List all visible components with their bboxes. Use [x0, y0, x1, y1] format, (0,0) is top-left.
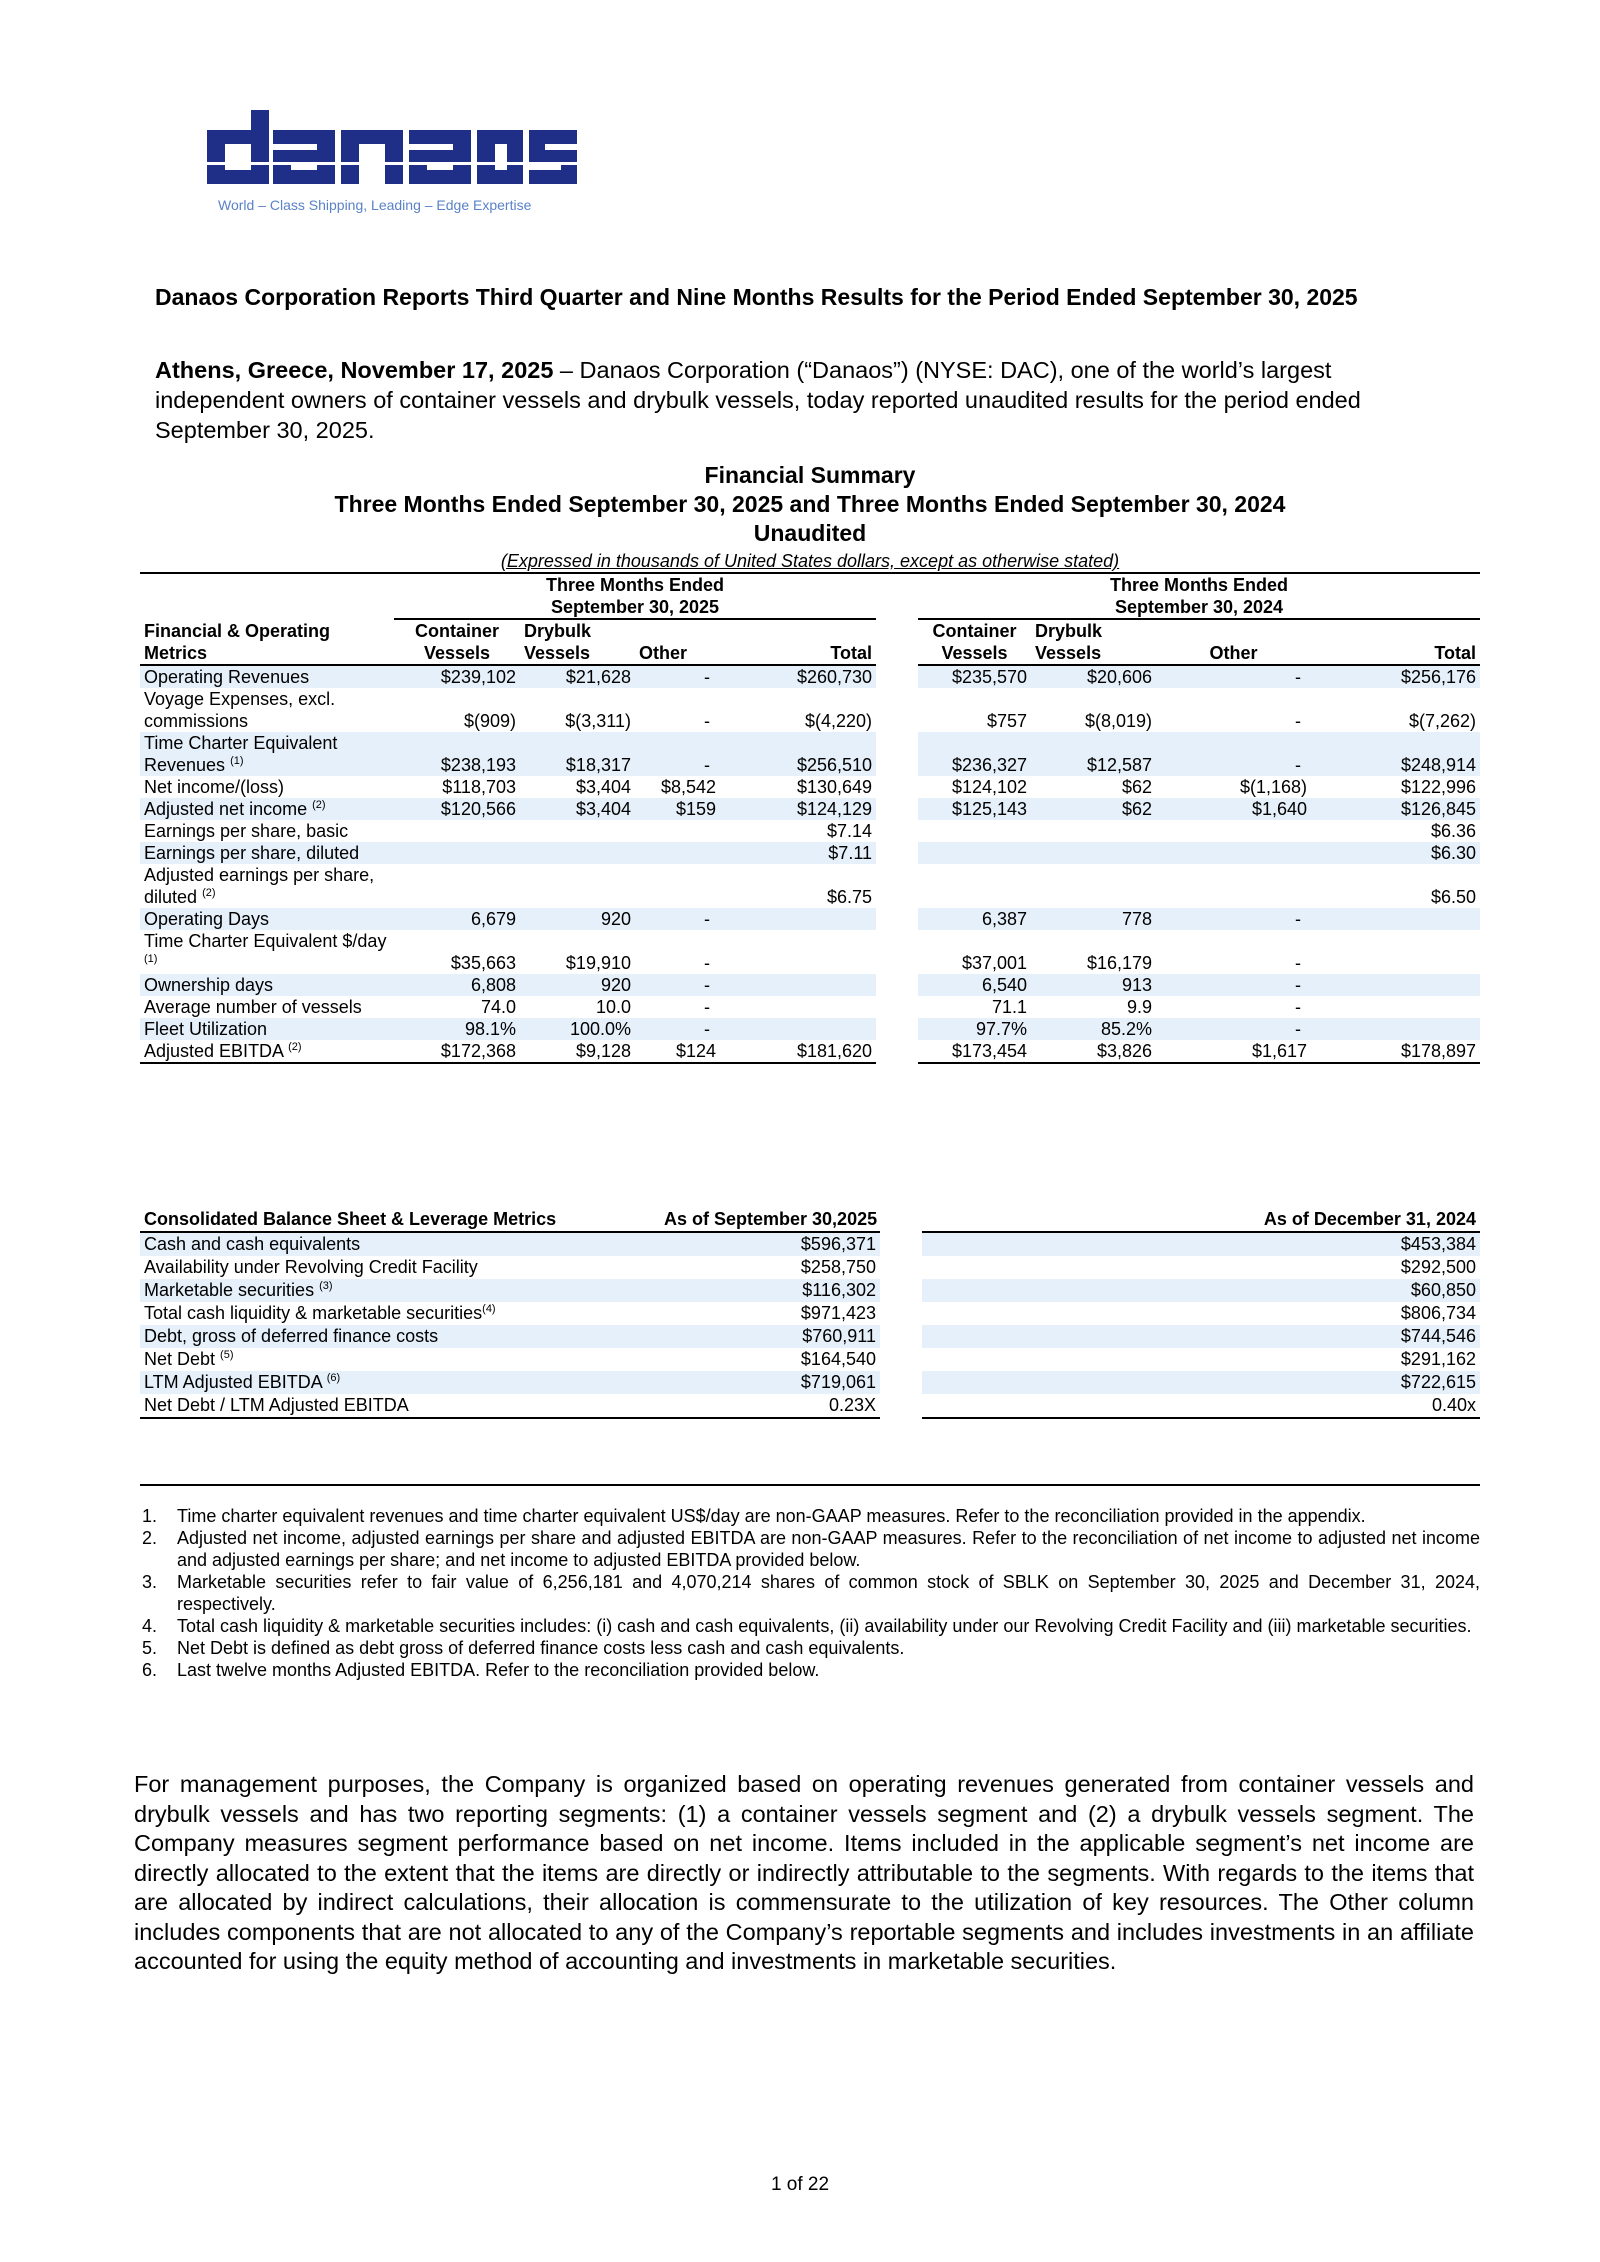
cell-other-2024: [1156, 864, 1311, 908]
row-label: [140, 974, 394, 996]
table-row: [140, 1371, 1480, 1394]
cell-drybulk-2024: 9.9: [1126, 997, 1153, 1017]
cell-drybulk-2025: $3,404: [575, 777, 631, 797]
header-metric: Financial & Operating Metrics: [140, 619, 394, 665]
cell-other-2025: -: [704, 711, 710, 731]
column-gap: [876, 820, 918, 842]
row-label-text: Average number of vessels: [144, 997, 362, 1017]
cell-drybulk-2025: [520, 842, 635, 864]
row-label-text: Adjusted EBITDA: [144, 1041, 284, 1061]
footnote-ref: (3): [319, 1280, 333, 1292]
period-header-row-1: [140, 573, 1480, 596]
column-gap: [876, 1040, 918, 1063]
cell-container-2024: 6,540: [918, 974, 1031, 996]
table-row: [140, 1279, 1480, 1302]
footnote-ref: (2): [312, 799, 326, 811]
page-number: 1 of 22: [770, 2174, 830, 2195]
value-2025: $719,061: [660, 1371, 880, 1394]
danaos-logo: [207, 110, 577, 190]
footnote-ref: (1): [230, 755, 244, 767]
cell-total-2025: $130,649: [796, 777, 873, 797]
table-row: [140, 842, 1480, 864]
table-row: [140, 1018, 1480, 1040]
row-label: [140, 864, 394, 908]
footnote-number: 4.: [142, 1616, 158, 1636]
value-2024: 0.40x: [922, 1394, 1480, 1418]
cell-container-2024: [918, 842, 1031, 864]
cell-container-2025: 6,679: [394, 908, 520, 930]
period-2025-line1: Three Months Ended: [394, 573, 876, 596]
cell-drybulk-2024: $(8,019): [1084, 711, 1153, 731]
table-row: [140, 1232, 1480, 1256]
row-label-text: Debt, gross of deferred finance costs: [144, 1326, 439, 1346]
cell-drybulk-2025: $9,128: [520, 1040, 635, 1063]
cell-container-2025: $172,368: [394, 1040, 520, 1063]
row-label-text: Net income/(loss): [144, 777, 285, 797]
column-gap: [880, 1371, 922, 1394]
footnote-number: 5.: [142, 1638, 158, 1658]
period-2025-line2: September 30, 2025: [394, 596, 876, 619]
footnote-text: Last twelve months Adjusted EBITDA. Refer to the reconciliation provided below.: [177, 1660, 820, 1680]
period-2024-line1: Three Months Ended: [918, 573, 1480, 596]
row-label: [140, 665, 394, 688]
management-paragraph: For management purposes, the Company is organized based on operating revenues generated from container vessels and drybulk vessels and has two reporting segments: (1) a container vessels segment and (2) a drybulk vessels segment. The Company measures segment performance based on net income. Items included in the applicable segment’s net income are directly allocated to the extent that the items are directly or indirectly attributable to the segments. With regards to the items that are allocated by indirect calculations, their allocation is commensurate to the utilization of key resources. The Other column includes components that are not allocated to any of the Company’s reportable segments and includes investments in an affiliate accounted for using the equity method of accounting and investments in marketable securities.: [134, 1771, 1474, 1974]
table-row: [140, 864, 1480, 908]
table-row: [140, 732, 1480, 776]
cell-drybulk-2025: 920: [520, 974, 635, 996]
footnote-item: [140, 1659, 1480, 1681]
cell-total-2024: [1311, 974, 1480, 996]
column-gap: [876, 930, 918, 974]
cell-other-2024: -: [1295, 711, 1302, 731]
table-row: [140, 908, 1480, 930]
table-row: [140, 930, 1480, 974]
cell-other-2024: $1,640: [1156, 798, 1311, 820]
column-gap: [880, 1232, 922, 1256]
summary-subtitle: Three Months Ended September 30, 2025 and Three Months Ended September 30, 2024: [334, 491, 1286, 517]
cell-total-2024: $6.30: [1311, 842, 1480, 864]
cell-total-2025: [720, 930, 876, 974]
column-gap: [876, 1018, 918, 1040]
summary-units-note: (Expressed in thousands of United States dollars, except as otherwise stated): [500, 551, 1120, 571]
table-row: [140, 1040, 1480, 1063]
balance-header-2025: As of September 30,2025: [660, 1208, 880, 1232]
column-gap: [876, 688, 918, 732]
cell-total-2024: $248,914: [1311, 732, 1480, 776]
row-label: [140, 1348, 660, 1371]
cell-other-2024: $1,617: [1156, 1040, 1311, 1063]
column-gap: [880, 1394, 922, 1418]
cell-total-2024: [1311, 1018, 1480, 1040]
cell-total-2024: [1311, 908, 1480, 930]
cell-drybulk-2024: $12,587: [1031, 732, 1156, 776]
logo-tagline: World – Class Shipping, Leading – Edge Expertise: [218, 197, 532, 213]
cell-container-2024: [918, 820, 1031, 842]
cell-drybulk-2024: $3,826: [1031, 1040, 1156, 1063]
cell-other-2024: [1156, 820, 1311, 842]
row-label: [140, 798, 394, 820]
header-total-2025: Total: [720, 619, 876, 665]
cell-drybulk-2024: $16,179: [1086, 953, 1153, 973]
value-2025: $116,302: [660, 1279, 880, 1302]
cell-drybulk-2025: $21,628: [520, 665, 635, 688]
period-2024-line2: September 30, 2024: [918, 596, 1480, 619]
row-label: [140, 1302, 660, 1325]
cell-other-2025: [635, 864, 720, 908]
footnote-item: [140, 1615, 1480, 1637]
column-gap: [880, 1325, 922, 1348]
header-total-2024: Total: [1311, 619, 1480, 665]
cell-total-2024: $6.36: [1430, 821, 1477, 841]
column-gap: [876, 732, 918, 776]
column-header-row: [140, 619, 1480, 665]
column-gap: [876, 665, 918, 688]
cell-total-2024: $178,897: [1311, 1040, 1480, 1063]
cell-other-2025: -: [635, 732, 720, 776]
cell-container-2025: 6,808: [394, 974, 520, 996]
section-divider: [140, 1484, 1480, 1486]
cell-drybulk-2024: 85.2%: [1031, 1018, 1156, 1040]
cell-total-2025: $181,620: [720, 1040, 876, 1063]
cell-total-2024: [1311, 996, 1480, 1018]
cell-other-2024: $(1,168): [1239, 777, 1308, 797]
row-label-text: Net Debt: [144, 1349, 221, 1369]
cell-other-2025: $8,542: [660, 777, 716, 797]
footnote-text: Net Debt is defined as debt gross of deferred finance costs less cash and cash equivalents.: [177, 1638, 905, 1658]
cell-other-2025: $159: [635, 798, 720, 820]
row-label: [140, 908, 394, 930]
cell-total-2025: $7.14: [826, 821, 873, 841]
cell-drybulk-2025: 920: [520, 908, 635, 930]
period-header-row-2: [140, 596, 1480, 619]
cell-drybulk-2024: [1031, 864, 1156, 908]
footnote-ref: (5): [220, 1349, 234, 1361]
row-label-text: Fleet Utilization: [144, 1019, 268, 1039]
column-gap: [880, 1302, 922, 1325]
cell-total-2025: $7.11: [720, 842, 876, 864]
row-label-text: Time Charter Equivalent $/day: [144, 931, 387, 951]
column-gap: [876, 798, 918, 820]
row-label: [140, 1040, 394, 1063]
value-2025: $164,540: [800, 1349, 876, 1369]
row-label: [140, 820, 394, 842]
cell-container-2025: 74.0: [480, 997, 516, 1017]
row-label-text: Ownership days: [144, 975, 274, 995]
footnote-item: [140, 1637, 1480, 1659]
cell-other-2024: -: [1156, 974, 1311, 996]
cell-other-2025: -: [704, 953, 710, 973]
footnote-ref: (2): [288, 1041, 302, 1053]
cell-container-2025: [394, 842, 520, 864]
row-label-text: Total cash liquidity & marketable securities: [144, 1303, 483, 1323]
row-label-text: Earnings per share, diluted: [144, 843, 360, 863]
cell-container-2025: 98.1%: [394, 1018, 520, 1040]
footnote-item: [140, 1571, 1480, 1615]
footnote-item: [140, 1505, 1480, 1527]
table-row: [140, 688, 1480, 732]
cell-other-2024: -: [1156, 1018, 1311, 1040]
row-label: [140, 1256, 660, 1279]
footnotes-list: [140, 1505, 1480, 1681]
row-label-text: Cash and cash equivalents: [144, 1234, 361, 1254]
value-2024: $292,500: [1400, 1257, 1476, 1277]
column-gap: [876, 842, 918, 864]
footnote-number: 6.: [142, 1660, 158, 1680]
cell-drybulk-2025: $19,910: [565, 953, 631, 973]
cell-container-2024: $757: [986, 711, 1028, 731]
cell-container-2025: $(909): [463, 711, 516, 731]
cell-other-2025: [635, 842, 720, 864]
summary-status: Unaudited: [753, 520, 867, 546]
value-2025: $596,371: [660, 1232, 880, 1256]
value-2025: $258,750: [800, 1257, 876, 1277]
cell-other-2024: -: [1156, 908, 1311, 930]
cell-drybulk-2024: [1031, 820, 1156, 842]
value-2025: 0.23X: [660, 1394, 880, 1418]
cell-other-2025: $124: [635, 1040, 720, 1063]
cell-container-2025: $120,566: [394, 798, 520, 820]
column-gap: [876, 974, 918, 996]
footnote-ref: (2): [202, 887, 216, 899]
column-gap: [880, 1256, 922, 1279]
financial-summary-table: [140, 572, 1480, 1064]
cell-total-2024: $(7,262): [1408, 711, 1477, 731]
cell-total-2025: $6.75: [826, 887, 873, 907]
row-label: [140, 996, 394, 1018]
intro-paragraph: [155, 355, 1465, 445]
balance-header-label: Consolidated Balance Sheet & Leverage Metrics: [140, 1208, 660, 1232]
cell-total-2025: [720, 1018, 876, 1040]
value-2024: $60,850: [922, 1279, 1480, 1302]
footnote-item: [140, 1527, 1480, 1571]
column-gap: [876, 908, 918, 930]
footnote-number: 1.: [142, 1506, 158, 1526]
header-container-2024: Container Vessels: [918, 619, 1031, 665]
cell-container-2024: 6,387: [918, 908, 1031, 930]
header-drybulk-2024: Drybulk Vessels: [1031, 619, 1156, 665]
table-row: [140, 1394, 1480, 1418]
row-label: [140, 1394, 660, 1418]
column-gap: [876, 776, 918, 798]
row-label: [140, 1018, 394, 1040]
intro-dateline: Athens, Greece, November 17, 2025: [155, 357, 554, 383]
cell-container-2025: $238,193: [394, 732, 520, 776]
cell-container-2024: $125,143: [918, 798, 1031, 820]
cell-other-2024: -: [1295, 997, 1302, 1017]
cell-total-2024: $122,996: [1400, 777, 1477, 797]
cell-total-2025: $124,129: [720, 798, 876, 820]
footnote-text: Marketable securities refer to fair value of 6,256,181 and 4,070,214 shares of common stock of SBLK on September 30, 2025 and December 31, 2024, respectively.: [177, 1572, 1480, 1614]
cell-drybulk-2025: 100.0%: [520, 1018, 635, 1040]
row-label-text: Operating Days: [144, 909, 270, 929]
cell-container-2024: [918, 864, 1031, 908]
row-label: [140, 1232, 660, 1256]
cell-container-2025: $118,703: [442, 777, 516, 797]
cell-drybulk-2024: 778: [1031, 908, 1156, 930]
table-row: [140, 1325, 1480, 1348]
cell-other-2025: -: [635, 974, 720, 996]
header-other-2024: Other: [1156, 619, 1311, 665]
row-label: [140, 732, 394, 776]
footnote-text: Total cash liquidity & marketable securities includes: (i) cash and cash equivalents, (ii) availability under our Revolving Credit Facility and (iii) marketable securities.: [177, 1616, 1472, 1636]
row-label: [140, 688, 394, 732]
cell-container-2025: $239,102: [394, 665, 520, 688]
danaos-logo-graphic: [207, 110, 577, 190]
footnote-number: 3.: [142, 1572, 158, 1592]
cell-drybulk-2025: [520, 864, 635, 908]
row-label-text: Adjusted net income: [144, 799, 308, 819]
value-2025: $971,423: [800, 1303, 876, 1323]
cell-container-2024: $235,570: [918, 665, 1031, 688]
row-label-text: Earnings per share, basic: [144, 821, 349, 841]
summary-title: Financial Summary: [704, 462, 916, 488]
balance-sheet-table: [140, 1208, 1480, 1419]
press-release-headline: Danaos Corporation Reports Third Quarter and Nine Months Results for the Period Ended September 30, 2025: [155, 284, 1358, 310]
header-drybulk-2025: Drybulk Vessels: [520, 619, 635, 665]
intro-text: – Danaos Corporation (“Danaos”) (NYSE: DAC), one of the world’s largest independent owners of container vessels and drybulk vessels, today reported unaudited results for the period ended September 30, 2025.: [155, 357, 1361, 443]
table-row: [140, 820, 1480, 842]
row-label-text: Marketable securities: [144, 1280, 320, 1300]
row-label: [140, 1371, 660, 1394]
cell-drybulk-2024: $62: [1031, 798, 1156, 820]
table-row: [140, 974, 1480, 996]
balance-header-2024: As of December 31, 2024: [922, 1208, 1480, 1232]
cell-drybulk-2025: $3,404: [520, 798, 635, 820]
column-gap: [880, 1279, 922, 1302]
footnote-text: Time charter equivalent revenues and time charter equivalent US$/day are non-GAAP measures. Refer to the reconciliation provided in the appendix.: [177, 1506, 1366, 1526]
cell-other-2024: -: [1156, 665, 1311, 688]
row-label: [140, 1325, 660, 1348]
row-label-text: Voyage Expenses, excl. commissions: [144, 689, 336, 731]
row-label: [140, 1279, 660, 1302]
cell-total-2025: [720, 996, 876, 1018]
cell-other-2024: [1156, 842, 1311, 864]
header-container-2025: Container Vessels: [394, 619, 520, 665]
row-label: [140, 842, 394, 864]
footnote-ref: (4): [482, 1303, 496, 1315]
value-2024: $744,546: [922, 1325, 1480, 1348]
table-row: [140, 665, 1480, 688]
row-label-text: Operating Revenues: [144, 667, 310, 687]
cell-other-2025: -: [704, 997, 710, 1017]
value-2024: $722,615: [922, 1371, 1480, 1394]
value-2024: $806,734: [1400, 1303, 1476, 1323]
cell-container-2025: $35,663: [450, 953, 516, 973]
cell-drybulk-2025: $(3,311): [565, 711, 631, 731]
row-label-text: LTM Adjusted EBITDA: [144, 1372, 327, 1392]
cell-drybulk-2024: [1031, 842, 1156, 864]
cell-container-2025: [394, 820, 520, 842]
cell-container-2024: 71.1: [991, 997, 1028, 1017]
cell-total-2024: [1311, 930, 1480, 974]
cell-drybulk-2024: $20,606: [1031, 665, 1156, 688]
cell-total-2025: $256,510: [720, 732, 876, 776]
cell-other-2025: [635, 820, 720, 842]
cell-drybulk-2025: $18,317: [520, 732, 635, 776]
cell-container-2024: $236,327: [918, 732, 1031, 776]
cell-other-2024: -: [1295, 953, 1302, 973]
cell-drybulk-2024: $62: [1121, 777, 1153, 797]
column-gap: [880, 1348, 922, 1371]
header-other-2025: Other: [635, 619, 720, 665]
cell-total-2024: $256,176: [1311, 665, 1480, 688]
row-label-text: Time Charter Equivalent Revenues: [144, 733, 338, 775]
balance-sheet-body: [140, 1232, 1480, 1418]
cell-other-2025: -: [635, 665, 720, 688]
footnote-number: 2.: [142, 1528, 158, 1548]
row-label-text: Net Debt / LTM Adjusted EBITDA: [144, 1395, 409, 1415]
balance-header-row: [140, 1208, 1480, 1232]
table-row: [140, 1348, 1480, 1371]
cell-other-2024: -: [1156, 732, 1311, 776]
footnote-ref: (1): [144, 953, 158, 965]
cell-other-2025: -: [635, 908, 720, 930]
row-label-text: Adjusted earnings per share, diluted: [144, 865, 375, 907]
financial-summary-body: [140, 665, 1480, 1063]
row-label: [140, 930, 394, 974]
cell-container-2024: 97.7%: [918, 1018, 1031, 1040]
row-label-text: Availability under Revolving Credit Facility: [144, 1257, 478, 1277]
table-row: [140, 776, 1480, 798]
cell-total-2025: [720, 974, 876, 996]
column-gap: [876, 864, 918, 908]
cell-total-2025: $(4,220): [804, 711, 873, 731]
cell-container-2024: $173,454: [918, 1040, 1031, 1063]
footnote-ref: (6): [326, 1372, 341, 1384]
cell-total-2025: $260,730: [720, 665, 876, 688]
cell-total-2024: $6.50: [1430, 887, 1477, 907]
financial-summary-heading: [140, 461, 1480, 572]
cell-drybulk-2025: 10.0: [595, 997, 631, 1017]
cell-other-2025: -: [635, 1018, 720, 1040]
value-2025: $760,911: [660, 1325, 880, 1348]
column-gap: [876, 996, 918, 1018]
table-row: [140, 798, 1480, 820]
cell-drybulk-2025: [520, 820, 635, 842]
cell-drybulk-2024: 913: [1031, 974, 1156, 996]
cell-total-2024: $126,845: [1311, 798, 1480, 820]
footnote-text: Adjusted net income, adjusted earnings per share and adjusted EBITDA are non-GAAP measures. Refer to the reconciliation of net income to adjusted net income and adjusted earnings per share; and net income to adjusted EBITDA provided below.: [177, 1528, 1480, 1570]
table-row: [140, 1256, 1480, 1279]
cell-total-2025: [720, 908, 876, 930]
table-row: [140, 1302, 1480, 1325]
value-2024: $453,384: [922, 1232, 1480, 1256]
cell-container-2024: $37,001: [961, 953, 1028, 973]
value-2024: $291,162: [1400, 1349, 1476, 1369]
cell-container-2025: [394, 864, 520, 908]
cell-container-2024: $124,102: [951, 777, 1028, 797]
row-label: [140, 776, 394, 798]
table-row: [140, 996, 1480, 1018]
